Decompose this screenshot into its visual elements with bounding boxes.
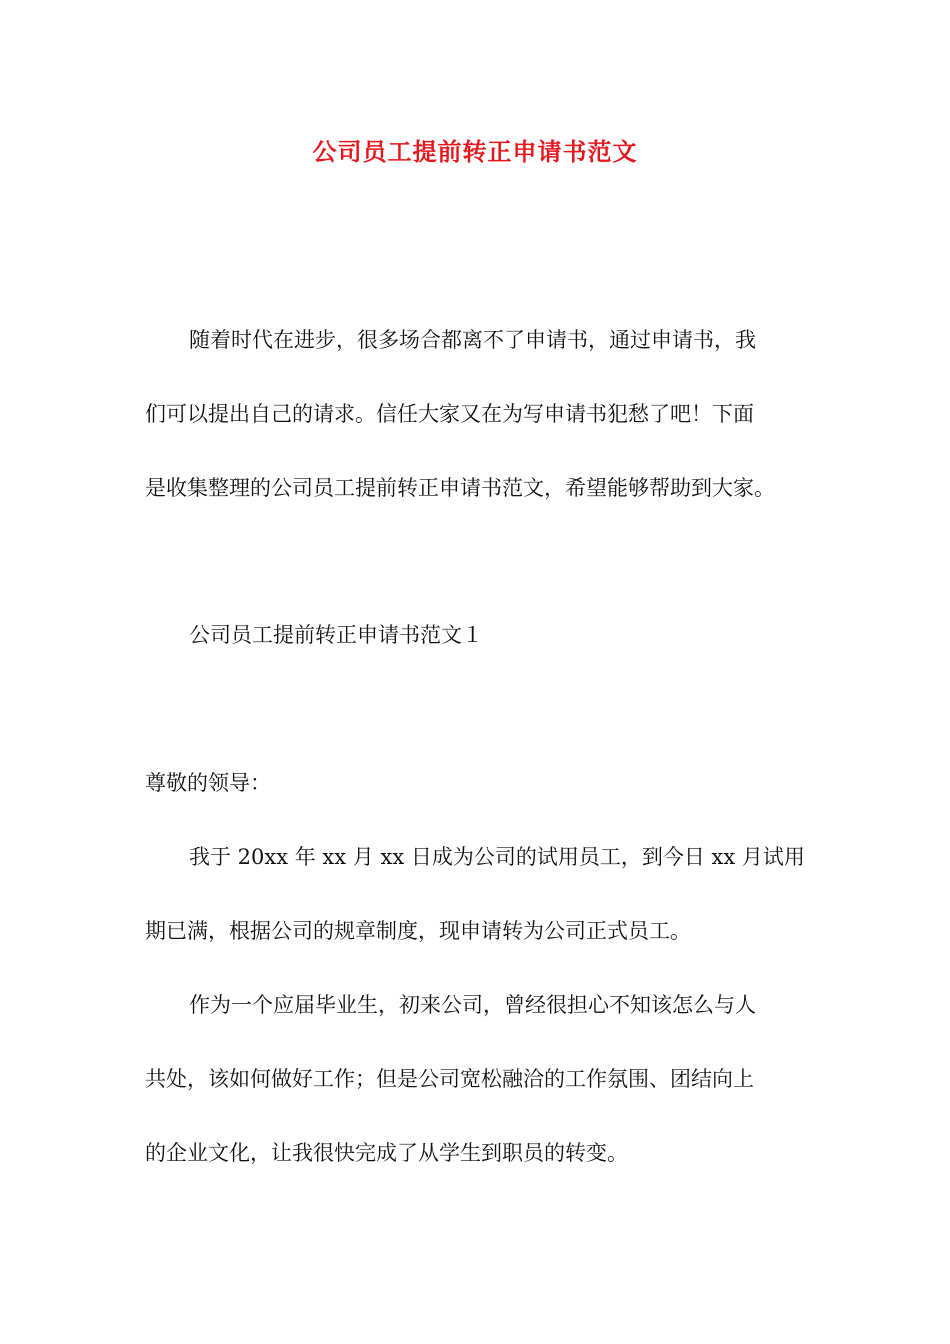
paragraph1-line-2: 期已满，根据公司的规章制度，现申请转为公司正式员工。 bbox=[145, 919, 691, 943]
paragraph2-line-1: 作为一个应届毕业生，初来公司，曾经很担心不知该怎么与人 bbox=[189, 993, 756, 1017]
intro-line-2: 们可以提出自己的请求。信任大家又在为写申请书犯愁了吧！下面 bbox=[145, 402, 754, 426]
salutation: 尊敬的领导： bbox=[145, 771, 271, 795]
section-heading: 公司员工提前转正申请书范文１ bbox=[189, 623, 483, 647]
paragraph1-line-1: 我于 20xx 年 xx 月 xx 日成为公司的试用员工，到今日 xx 月试用 bbox=[189, 845, 805, 869]
intro-line-1: 随着时代在进步，很多场合都离不了申请书，通过申请书，我 bbox=[189, 328, 756, 352]
document-title: 公司员工提前转正申请书范文 bbox=[312, 138, 638, 166]
paragraph2-line-2: 共处，该如何做好工作；但是公司宽松融洽的工作氛围、团结向上 bbox=[145, 1067, 754, 1091]
paragraph2-line-3: 的企业文化，让我很快完成了从学生到职员的转变。 bbox=[145, 1141, 628, 1165]
intro-line-3: 是收集整理的公司员工提前转正申请书范文，希望能够帮助到大家。 bbox=[145, 476, 775, 500]
